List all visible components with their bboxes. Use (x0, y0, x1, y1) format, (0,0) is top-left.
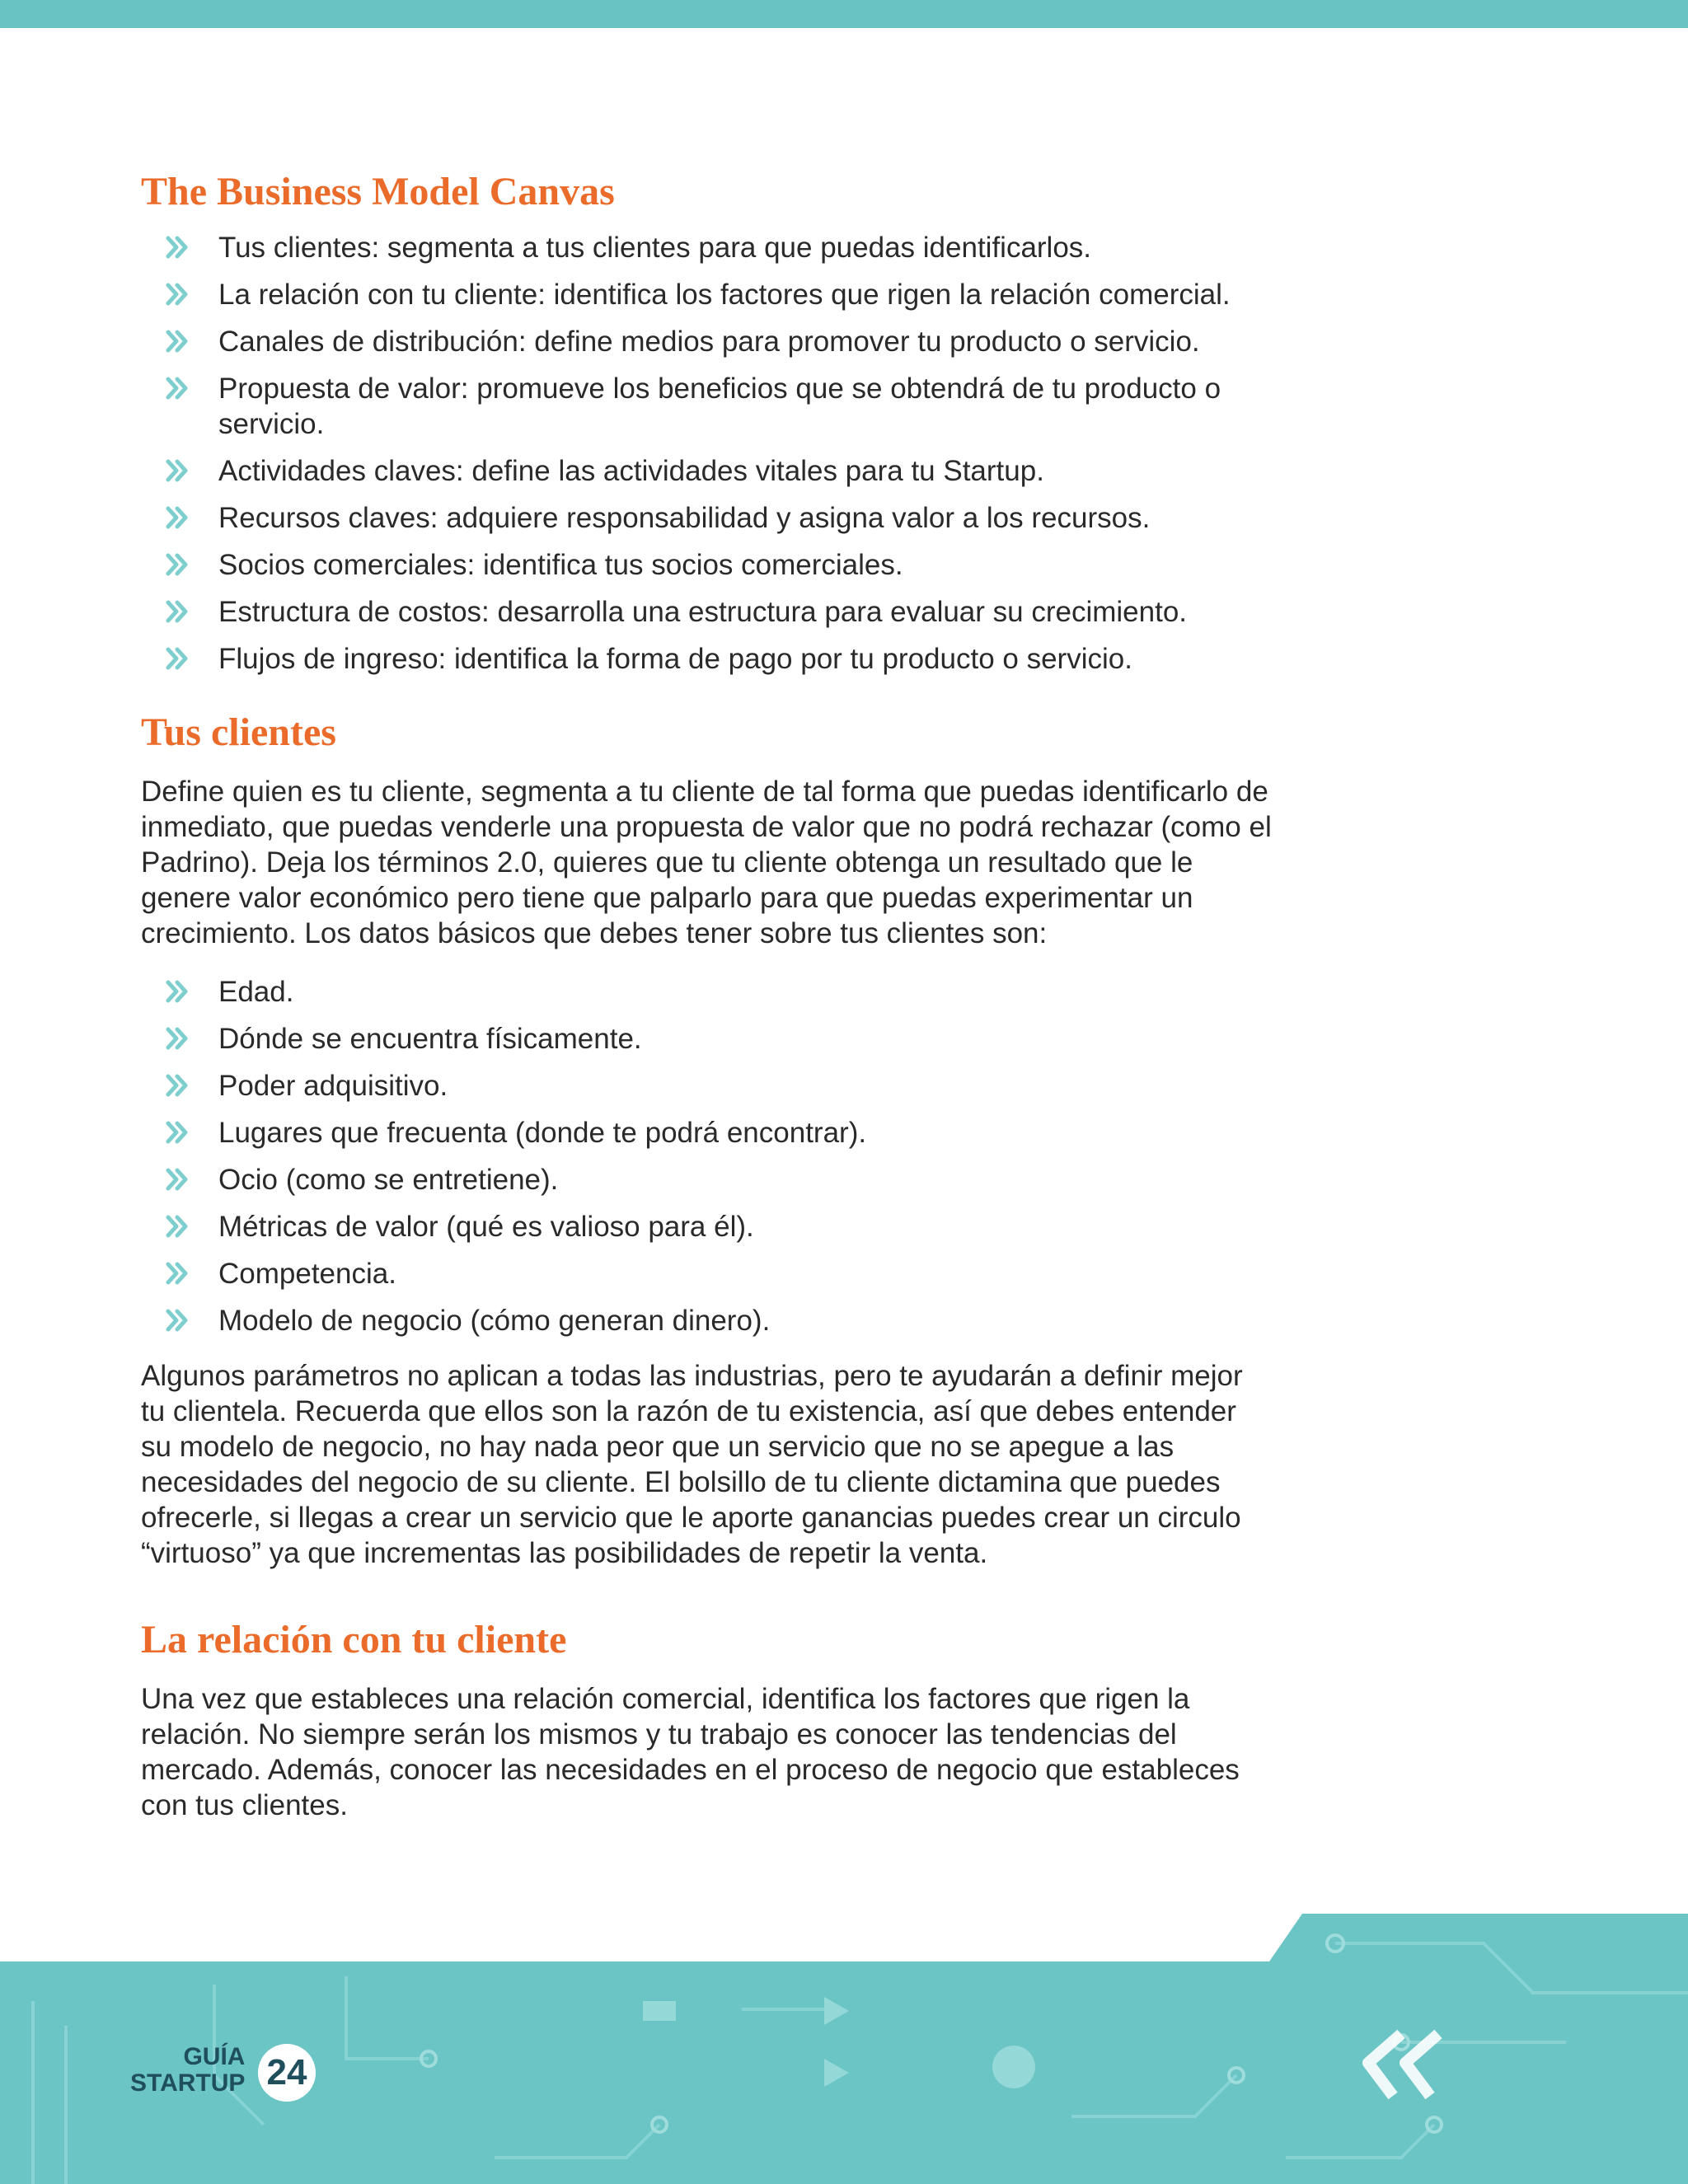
page-content (141, 169, 1272, 1823)
list-item (141, 453, 1272, 489)
list-item (141, 1303, 1272, 1338)
list-item-text: Métricas de valor (qué es valioso para él). (218, 1211, 754, 1243)
list-item-text: Dónde se encuentra físicamente. (218, 1023, 642, 1055)
double-chevron-right-icon (164, 644, 192, 673)
list-item (141, 1209, 1272, 1244)
list-item (141, 230, 1272, 265)
list-item (141, 641, 1272, 677)
double-chevron-right-icon (164, 1165, 192, 1193)
list-item-text: Ocio (como se entretiene). (218, 1164, 559, 1196)
brand-line-guia: GUÍA (183, 2043, 246, 2070)
double-chevron-right-icon (164, 280, 192, 308)
list-item-text: Canales de distribución: define medios para promover tu producto o servicio. (218, 326, 1200, 358)
list-item (141, 371, 1272, 442)
list-item (141, 277, 1272, 312)
list-item-text: Flujos de ingreso: identifica la forma de pago por tu producto o servicio. (218, 643, 1132, 675)
list-item-text: Tus clientes: segmenta a tus clientes para que puedas identificarlos. (218, 232, 1092, 264)
list-item (141, 1162, 1272, 1197)
list-item (141, 547, 1272, 583)
footer-brand-logo (130, 2044, 245, 2097)
list-item (141, 500, 1272, 536)
double-chevron-right-icon (164, 504, 192, 532)
list-item-text: Poder adquisitivo. (218, 1070, 448, 1102)
list-item-text: Estructura de costos: desarrolla una estructura para evaluar su crecimiento. (218, 596, 1188, 628)
list-item (141, 324, 1272, 359)
double-chevron-right-icon (164, 1306, 192, 1334)
double-chevron-right-icon (164, 374, 192, 402)
brand-line-startup: STARTUP (130, 2069, 246, 2097)
clientes-data-list (141, 974, 1272, 1338)
clientes-outro-paragraph: Algunos parámetros no aplican a todas las industrias, pero te ayudarán a definir mejor tu clientela. Recuerda que ellos son la razón de tu existencia, así que debes entender su modelo de negocio, no hay nada peor que un servicio que no se apegue a las necesidades del negocio de su cliente. El bolsillo de tu cliente dictamina que puedes ofrecerle, si llegas a crear un servicio que le aporte ganancias puedes crear un circulo “virtuoso” ya que incrementas las posibilidades de repetir la venta. (141, 1360, 1243, 1569)
list-item-text: La relación con tu cliente: identifica los factores que rigen la relación comercial. (218, 279, 1231, 311)
relacion-paragraph: Una vez que estableces una relación comercial, identifica los factores que rigen la relación. No siempre serán los mismos y tu trabajo es conocer las tendencias del mercado. Además, conocer las necesidades en el proceso de negocio que estableces con tus clientes. (141, 1683, 1240, 1821)
section-heading-relacion-cliente: La relación con tu cliente (141, 1618, 567, 1661)
circuit-background (0, 1910, 1688, 2184)
list-item-text: Competencia. (218, 1258, 396, 1290)
list-item-text: Modelo de negocio (cómo generan dinero). (218, 1305, 771, 1337)
page-number: 24 (258, 2044, 316, 2102)
double-chevron-right-icon (164, 1259, 192, 1287)
list-item (141, 1021, 1272, 1057)
list-item-text: Socios comerciales: identifica tus socios comerciales. (218, 549, 903, 581)
double-chevron-right-icon (164, 1118, 192, 1146)
double-chevron-right-icon (164, 233, 192, 261)
list-item (141, 1115, 1272, 1151)
clientes-intro-paragraph: Define quien es tu cliente, segmenta a tu cliente de tal forma que puedas identificarlo de inmediato, que puedas venderle una propuesta de valor que no podrá rechazar (como el Padrino). Deja los términos 2.0, quieres que tu cliente obtenga un resultado que le genere valor económico pero tiene que palparlo para que puedas experimentar un crecimiento. Los datos básicos que debes tener sobre tus clientes son: (141, 776, 1272, 949)
list-item-text: Actividades claves: define las actividades vitales para tu Startup. (218, 455, 1044, 487)
double-chevron-right-icon (164, 327, 192, 355)
double-chevron-right-icon (164, 551, 192, 579)
list-item (141, 1256, 1272, 1291)
double-chevron-right-icon (164, 598, 192, 626)
footer-decoration (0, 1910, 1688, 2184)
top-accent-bar (0, 0, 1688, 28)
list-item-text: Lugares que frecuenta (donde te podrá encontrar). (218, 1117, 867, 1149)
section-heading-tus-clientes: Tus clientes (141, 710, 336, 754)
list-item (141, 974, 1272, 1010)
section-heading-business-model-canvas: The Business Model Canvas (141, 170, 615, 213)
list-item (141, 1068, 1272, 1104)
list-item-text: Propuesta de valor: promueve los beneficios que se obtendrá de tu producto o servicio. (218, 373, 1221, 440)
list-item-text: Recursos claves: adquiere responsabilidad y asigna valor a los recursos. (218, 502, 1151, 534)
double-chevron-right-icon (164, 457, 192, 485)
list-item-text: Edad. (218, 976, 294, 1008)
double-chevron-right-icon (164, 1024, 192, 1052)
double-chevron-right-icon (164, 977, 192, 1005)
double-chevron-right-icon (164, 1071, 192, 1099)
double-chevron-right-icon (164, 1212, 192, 1240)
canvas-list (141, 230, 1272, 677)
list-item (141, 594, 1272, 630)
